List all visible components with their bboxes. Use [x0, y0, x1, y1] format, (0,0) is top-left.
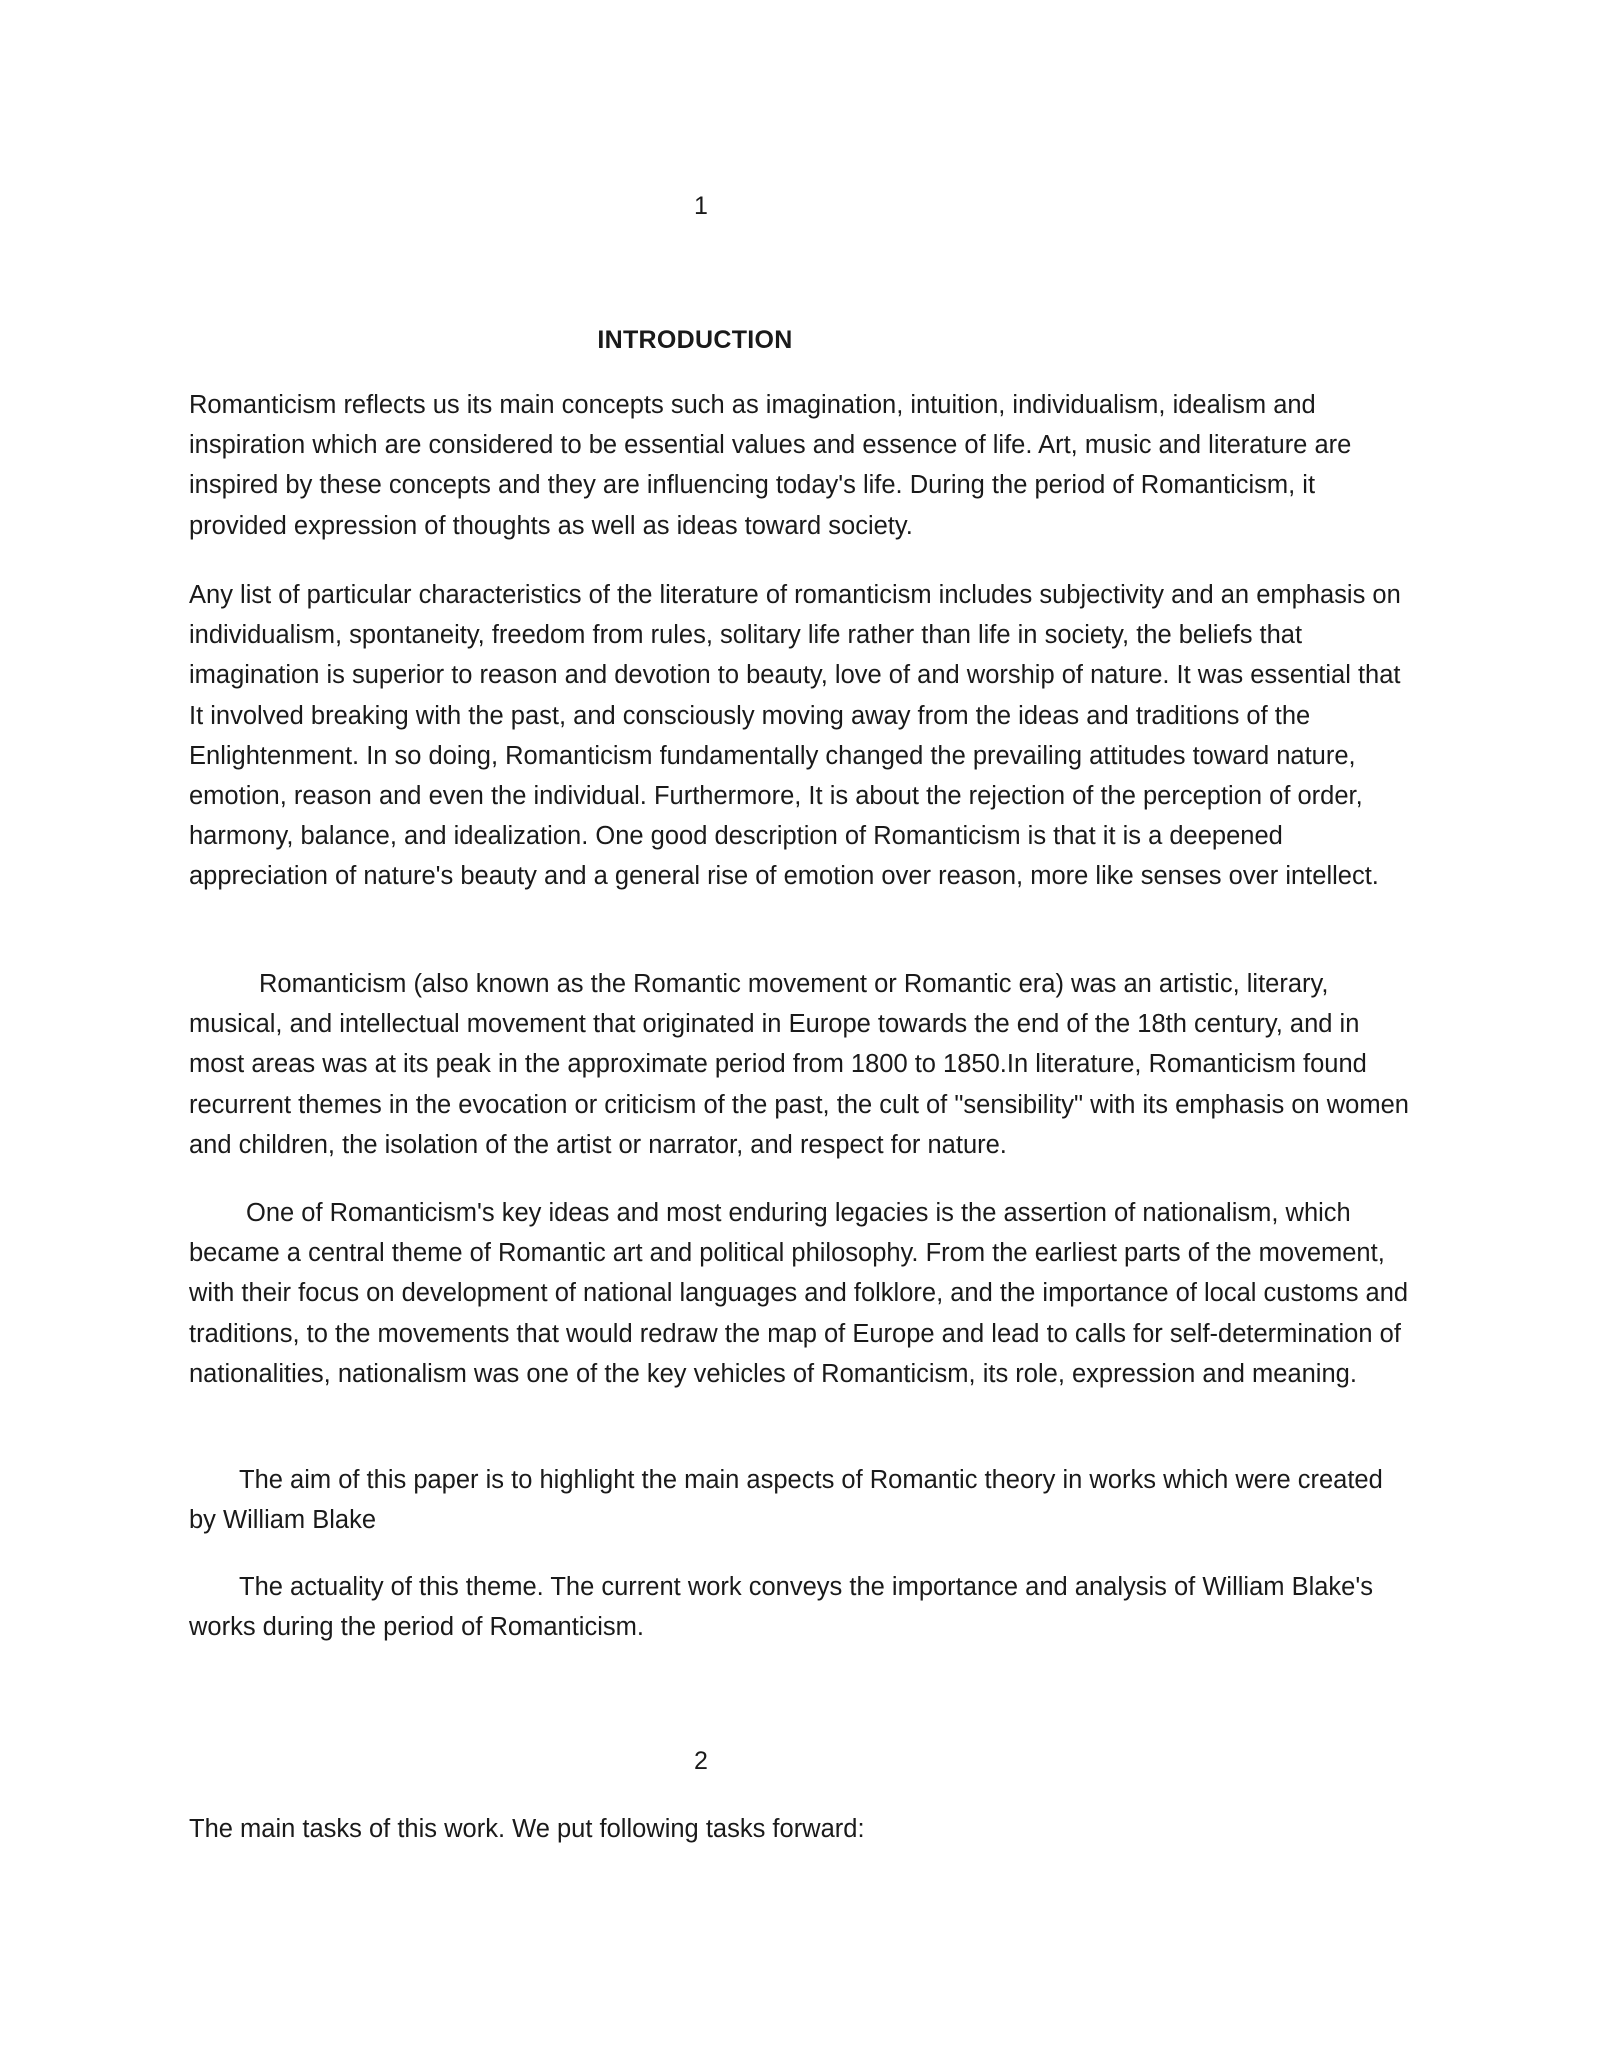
- paragraph: Romanticism (also known as the Romantic movement or Romantic era) was an artistic, literary, musical, and intellectual movement that originated in Europe towards the end of the 18th century, and in most areas was at its peak in the approximate period from 1800 to 1850.In literature, Romanticism found recurrent themes in the evocation or criticism of the past, the cult of "sensibility" with its emphasis on women and children, the isolation of the artist or narrator, and respect for nature.: [189, 970, 1409, 1159]
- page-number: 1: [694, 192, 708, 220]
- paragraph: One of Romanticism's key ideas and most enduring legacies is the assertion of nationalism, which became a central theme of Romantic art and political philosophy. From the earliest parts of the movement, with their focus on development of national languages and folklore, and the importance of local customs and traditions, to the movements that would redraw the map of Europe and lead to calls for self-determination of nationalities, nationalism was one of the key vehicles of Romanticism, its role, expression and meaning.: [189, 1199, 1409, 1388]
- paragraph: The actuality of this theme. The current work conveys the importance and analysis of William Blake's works during the period of Romanticism.: [189, 1573, 1373, 1642]
- paragraph: The main tasks of this work. We put following tasks forward:: [189, 1815, 865, 1843]
- paragraph: The aim of this paper is to highlight the main aspects of Romantic theory in works which were created by William Blake: [189, 1466, 1383, 1535]
- section-heading: INTRODUCTION: [597, 326, 793, 354]
- paragraph: Any list of particular characteristics of the literature of romanticism includes subjectivity and an emphasis on individualism, spontaneity, freedom from rules, solitary life rather than life in society, the beliefs that imagination is superior to reason and devotion to beauty, love of and worship of nature. It was essential that It involved breaking with the past, and consciously moving away from the ideas and traditions of the Enlightenment. In so doing, Romanticism fundamentally changed the prevailing attitudes toward nature, emotion, reason and even the individual. Furthermore, It is about the rejection of the perception of order, harmony, balance, and idealization. One good description of Romanticism is that it is a deepened appreciation of nature's beauty and a general rise of emotion over reason, more like senses over intellect.: [189, 581, 1401, 891]
- paragraph: Romanticism reflects us its main concepts such as imagination, intuition, individualism, idealism and inspiration which are considered to be essential values and essence of life. Art, music and literature are inspired by these concepts and they are influencing today's life. During the period of Romanticism, it provided expression of thoughts as well as ideas toward society.: [189, 391, 1352, 540]
- page-number: 2: [694, 1747, 708, 1775]
